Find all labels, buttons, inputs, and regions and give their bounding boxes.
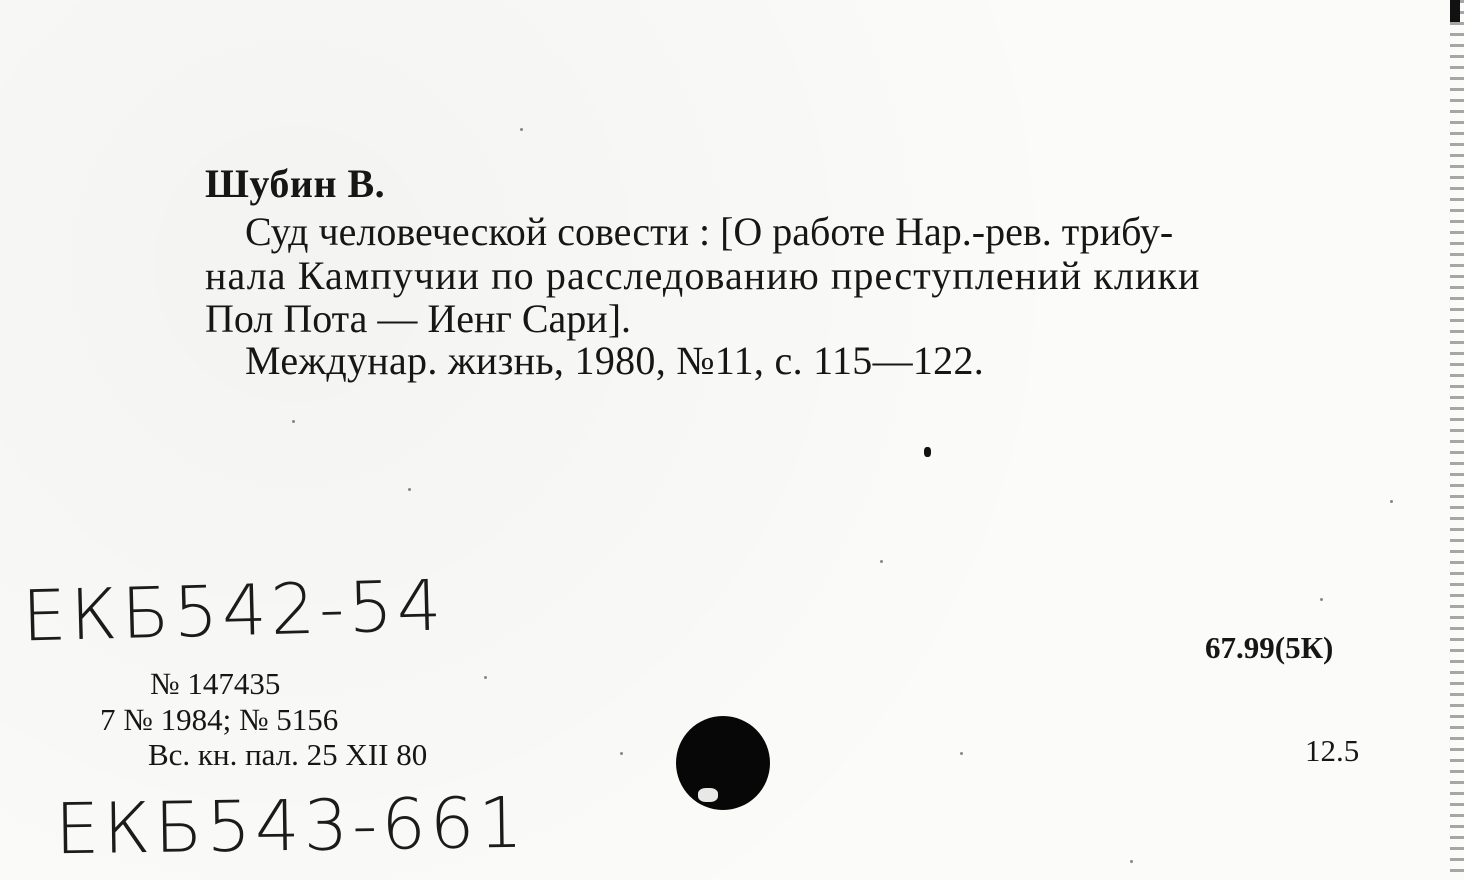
handwritten-shelfmark-1: ЕКБ542-54 [20, 564, 447, 658]
speck [960, 752, 963, 755]
bib-issue: 7 № 1984; № 5156 [100, 702, 339, 737]
source-line: Междунар. жизнь, 1980, №11, с. 115—122. [245, 338, 985, 383]
bib-chamber-date: Вс. кн. пал. 25 XII 80 [148, 737, 428, 772]
speck [1320, 598, 1323, 601]
title-line-2: нала Кампучии по расследованию преступлений клики [205, 253, 1201, 298]
speck [292, 420, 295, 423]
scan-edge-mark [1450, 0, 1460, 22]
classification-code: 67.99(5К) [1205, 630, 1334, 665]
ink-dot [924, 447, 931, 457]
handwritten-shelfmark-2: ЕКБ543-661 [54, 781, 528, 871]
speck [484, 676, 487, 679]
author-heading: Шубин В. [205, 161, 386, 206]
speck [1390, 500, 1393, 503]
punch-hole [676, 716, 770, 810]
title-line-3: Пол Пота — Иенг Сари]. [205, 296, 632, 341]
scan-edge [1450, 0, 1464, 880]
card-code: 12.5 [1305, 733, 1360, 768]
title-line-1: Суд человеческой совести : [О работе Нар.-рев. трибу- [245, 209, 1174, 254]
speck [408, 488, 411, 491]
speck [520, 128, 523, 131]
speck [1130, 860, 1133, 863]
bib-number: № 147435 [150, 666, 281, 701]
speck [880, 560, 883, 563]
speck [620, 752, 623, 755]
